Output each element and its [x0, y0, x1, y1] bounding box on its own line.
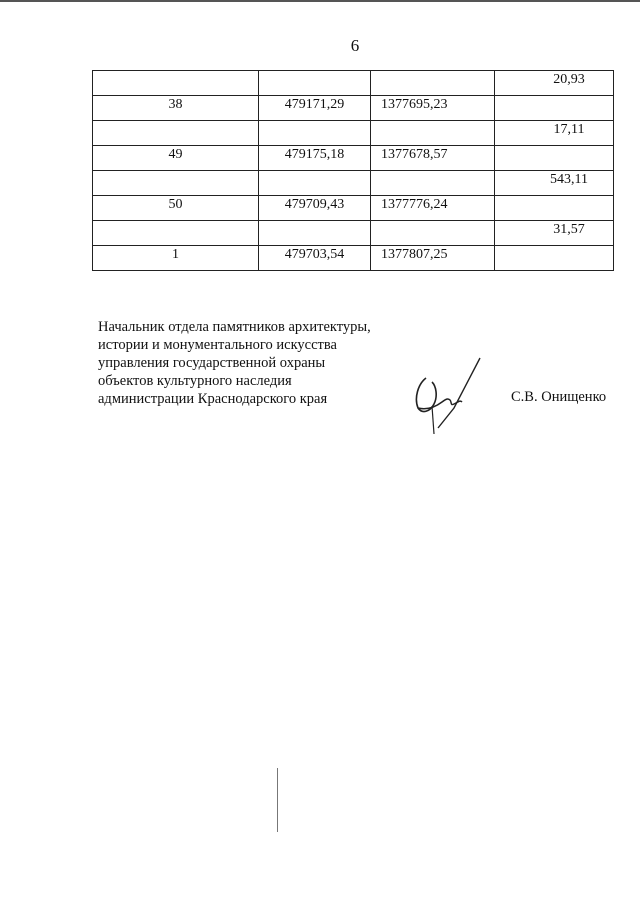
- table-row: [93, 146, 614, 171]
- y-coordinate-cell: 1377695,23: [371, 96, 495, 121]
- binding-line: [277, 768, 278, 832]
- y-coordinate-cell: 1377678,57: [371, 146, 495, 171]
- y-coordinate-cell: [371, 221, 495, 246]
- table-row: [93, 171, 614, 196]
- position-line: объектов культурного наследия: [98, 373, 292, 389]
- y-coordinate-cell: 1377776,24: [371, 196, 495, 221]
- position-line: управления государственной охраны: [98, 355, 326, 371]
- x-coordinate-cell: 479175,18: [259, 146, 371, 171]
- x-coordinate-cell: [259, 171, 371, 196]
- distance-cell: [495, 196, 614, 221]
- point-number-cell: 50: [93, 196, 259, 221]
- table-row: [93, 246, 614, 271]
- signatory-position: [98, 318, 371, 408]
- position-line: администрации Краснодарского края: [98, 391, 328, 407]
- point-number-cell: 1: [93, 246, 259, 271]
- signer-name: С.В. Онищенко: [511, 389, 607, 405]
- top-edge-rule: [0, 0, 640, 2]
- distance-cell: 20,93: [495, 71, 614, 96]
- x-coordinate-cell: 479709,43: [259, 196, 371, 221]
- position-line: Начальник отдела памятников архитектуры,: [98, 319, 371, 335]
- table-row: [93, 71, 614, 96]
- distance-cell: [495, 96, 614, 121]
- distance-cell: 31,57: [495, 221, 614, 246]
- coordinates-table: [92, 70, 614, 271]
- table-row: [93, 96, 614, 121]
- table-row: [93, 196, 614, 221]
- y-coordinate-cell: [371, 71, 495, 96]
- distance-cell: [495, 146, 614, 171]
- table-row: [93, 221, 614, 246]
- x-coordinate-cell: [259, 121, 371, 146]
- x-coordinate-cell: [259, 221, 371, 246]
- point-number-cell: [93, 171, 259, 196]
- table-row: [93, 121, 614, 146]
- page-number: 6: [350, 36, 360, 55]
- handwritten-signature: [404, 356, 484, 436]
- point-number-cell: 38: [93, 96, 259, 121]
- distance-cell: 543,11: [495, 171, 614, 196]
- distance-cell: 17,11: [495, 121, 614, 146]
- distance-cell: [495, 246, 614, 271]
- position-line: истории и монументального искусства: [98, 337, 337, 353]
- x-coordinate-cell: 479703,54: [259, 246, 371, 271]
- y-coordinate-cell: [371, 171, 495, 196]
- x-coordinate-cell: [259, 71, 371, 96]
- point-number-cell: 49: [93, 146, 259, 171]
- y-coordinate-cell: 1377807,25: [371, 246, 495, 271]
- point-number-cell: [93, 221, 259, 246]
- point-number-cell: [93, 71, 259, 96]
- x-coordinate-cell: 479171,29: [259, 96, 371, 121]
- point-number-cell: [93, 121, 259, 146]
- y-coordinate-cell: [371, 121, 495, 146]
